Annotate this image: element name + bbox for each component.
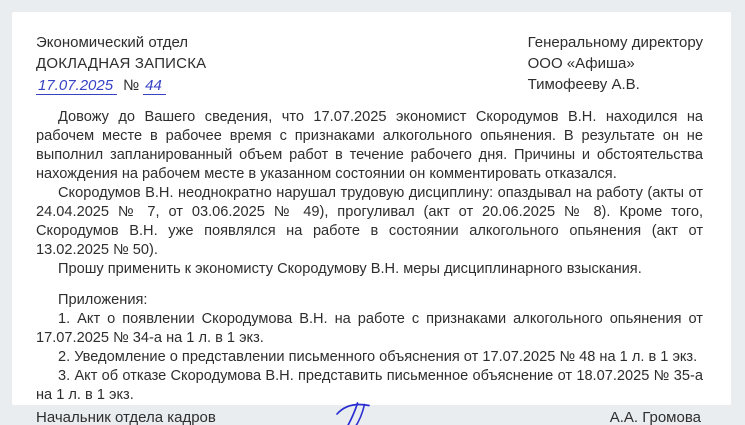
attachment-item: 2. Уведомление о представлении письменного объяснения от 17.07.2025 № 48 на 1 л. в 1 экз.: [58, 349, 698, 365]
body-paragraph: Скородумов В.Н. неоднократно нарушал трудовую дисциплину: опаздывал на работу (акты от 24.04.2025 № 7, от 03.06.2025 № 49), прогуливал (акт от 20.06.2025 № 8). Кроме того, Скородумов В.Н. уже появлялся на работе в состоянии алкогольного опьянения (акт от 13.02.2025 № 50).: [36, 185, 703, 258]
addressee-company: ООО «Афиша»: [527, 55, 635, 72]
doc-date: 17.07.2025: [36, 77, 117, 95]
doc-number: 44: [143, 77, 166, 95]
doc-date-number-line: [36, 75, 206, 96]
number-sign: №: [123, 77, 140, 94]
signature-block: [36, 405, 703, 425]
doc-body: [36, 108, 703, 279]
doc-title-block: [36, 32, 206, 96]
addressee-block: [528, 32, 703, 95]
signer-position: Начальник отдела кадров: [36, 409, 216, 425]
body-paragraph: Довожу до Вашего сведения, что 17.07.2025 экономист Скородумов В.Н. находился на рабочем месте в рабочее время с признаками алкогольного опьянения. В результате он не выполнил запланированный объем работ в течение рабочего дня. Причины и обстоятельства нахождения на рабочем месте в указанном состоянии он комментировать отказался.: [36, 109, 703, 182]
memo-document: [12, 12, 731, 425]
doc-header: [36, 32, 703, 96]
signature-icon: [335, 405, 371, 425]
attachments-section: [36, 291, 703, 405]
department-name: Экономический отдел: [36, 34, 189, 51]
body-paragraph: Прошу применить к экономисту Скородумову В.Н. меры дисциплинарного взыскания.: [58, 261, 642, 277]
addressee-position: Генеральному директору: [527, 34, 703, 51]
attachment-item: 3. Акт об отказе Скородумова В.Н. представить письменное объяснение от 18.07.2025 № 35-а на 1 л. в 1 экз.: [36, 368, 703, 403]
attachments-title: Приложения:: [58, 292, 148, 308]
signer-name: А.А. Громова: [609, 409, 701, 425]
doc-type-title: ДОКЛАДНАЯ ЗАПИСКА: [36, 55, 207, 72]
attachment-item: 1. Акт о появлении Скородумова В.Н. на работе с признаками алкогольного опьянения от 17.07.2025 № 34-а на 1 л. в 1 экз.: [36, 311, 703, 346]
addressee-name: Тимофееву А.В.: [527, 76, 640, 93]
